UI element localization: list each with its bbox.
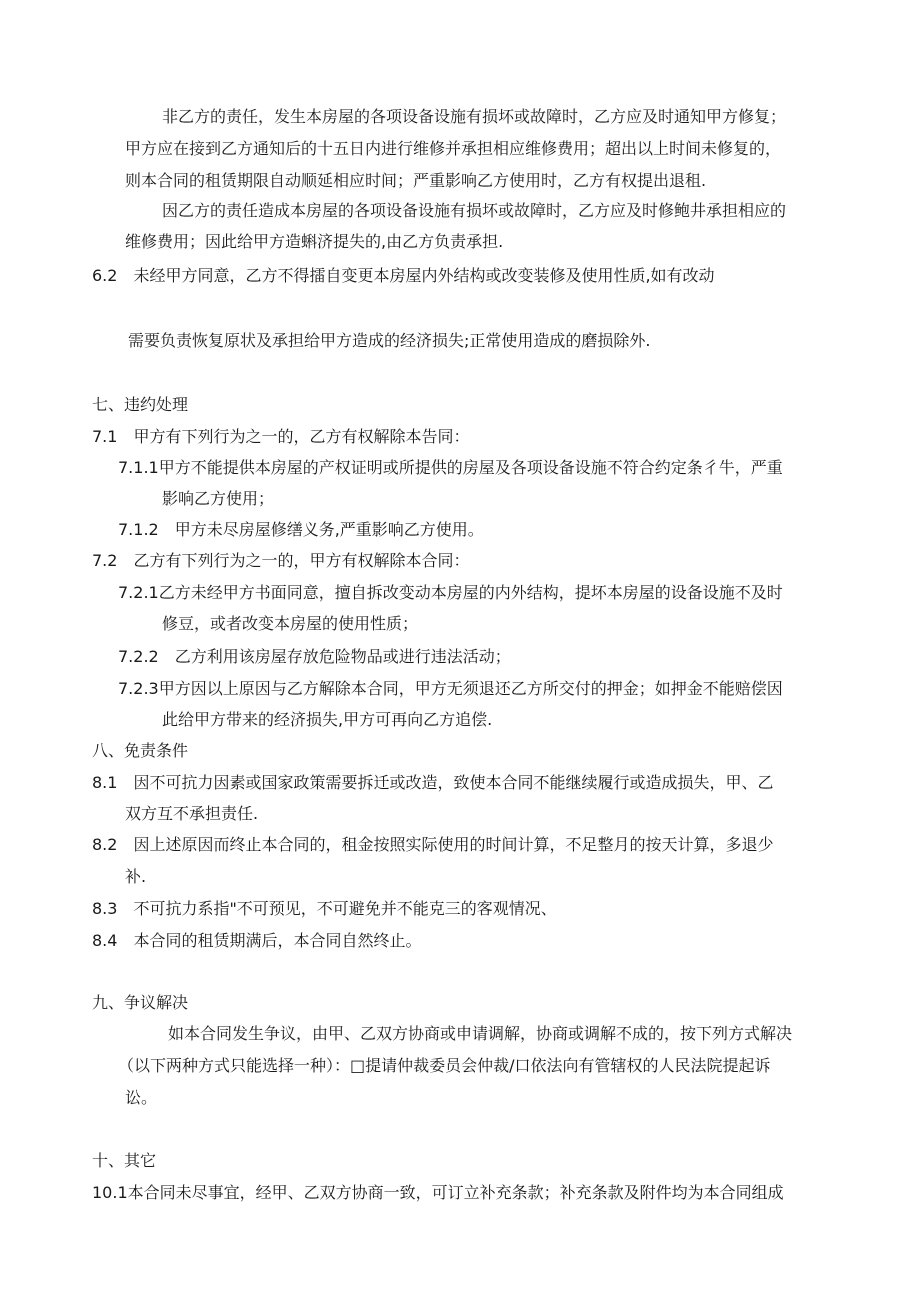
paragraph-line: 补. (125, 867, 147, 886)
clause-line: 7.1 甲方有下列行为之一的，乙方有权解除本告同： (92, 427, 470, 446)
clause-line: 10.1本合同未尽事宜，经甲、乙双方协商一致，可订立补充条款；补充条款及附件均为本合同组成 (92, 1183, 784, 1202)
clause-line: 7.2 乙方有下列行为之一的，甲方有权解除本合同： (92, 551, 470, 570)
clause-line: 8.2 因上述原因而终止本合同的，租金按照实际使用的时间计算，不足整月的按天计算，多退少 (92, 835, 774, 854)
subclause-line: 7.2.1乙方未经甲方书面同意，擅自拆改变动本房屋的内外结构，提坏本房屋的设备设施不及时 (118, 583, 783, 602)
paragraph-line: 因乙方的责任造成本房屋的各项设备设施有损坏或故障时，乙方应及时修鲍井承担相应的 (162, 201, 787, 220)
paragraph-line: 讼。 (125, 1088, 158, 1107)
paragraph-line: 需要负责恢复原状及承担给甲方造成的经济损失;正常使用造成的磨损除外. (128, 331, 651, 350)
subclause-line: 7.2.3甲方因以上原因与乙方解除本合同，甲方无须退还乙方所交付的押金；如押金不能赔偿因 (118, 679, 783, 698)
paragraph-line: 修豆，或者改变本房屋的使用性质； (162, 614, 419, 633)
paragraph-line: 甲方应在接到乙方通知后的十五日内进行维修并承担相应维修费用；超出以上时间未修复的， (125, 139, 782, 158)
paragraph-line: （以下两种方式只能选择一种）：□提请仲裁委员会仲裁/口依法向有管辖权的人民法院提起诉 (118, 1056, 771, 1075)
subclause-line: 7.1.1甲方不能提供本房屋的产权证明或所提供的房屋及各项设备设施不符合约定条彳牛，严重 (118, 458, 783, 477)
paragraph-line: 影响乙方使用； (162, 489, 275, 508)
paragraph-line: 则本合同的租赁期限自动顺延相应时间；严重影响乙方使用时，乙方有权提出退租. (125, 171, 707, 190)
paragraph-line: 双方互不承担责任. (125, 804, 259, 823)
clause-line: 6.2 未经甲方同意，乙方不得擂自变更本房屋内外结构或改变装修及使用性质,如有改动 (92, 266, 715, 285)
clause-line: 8.3 不可抗力系指"不可预见，不可避免并不能克三的客观情况、 (92, 899, 557, 918)
section-heading: 十、其它 (92, 1151, 157, 1170)
paragraph-line: 此给甲方带来的经济损失,甲方可再向乙方追偿. (162, 710, 493, 729)
paragraph-line: 如本合同发生争议，由甲、乙双方协商或申请调解，协商或调解不成的，按下列方式解决 (168, 1024, 793, 1043)
section-heading: 七、违约处理 (92, 395, 189, 414)
paragraph-line: 非乙方的责任，发生本房屋的各项设备设施有损坏或故障时，乙方应及时通知甲方修复； (162, 107, 787, 126)
section-heading: 八、免责条件 (92, 741, 189, 760)
clause-line: 8.4 本合同的租赁期满后，本合同自然终止。 (92, 931, 422, 950)
paragraph-line: 维修费用；因此给甲方造蝌济提失的,由乙方负责承担. (125, 232, 504, 251)
subclause-line: 7.2.2 乙方利用该房屋存放危险物品或进行违法活动； (118, 647, 511, 666)
section-heading: 九、争议解决 (92, 993, 189, 1012)
clause-line: 8.1 因不可抗力因素或国家政策需要拆迁或改造，致使本合同不能继续履行或造成损失，甲、乙 (92, 773, 774, 792)
subclause-line: 7.1.2 甲方未尽房屋修缮义务,严重影响乙方使用。 (118, 520, 484, 539)
